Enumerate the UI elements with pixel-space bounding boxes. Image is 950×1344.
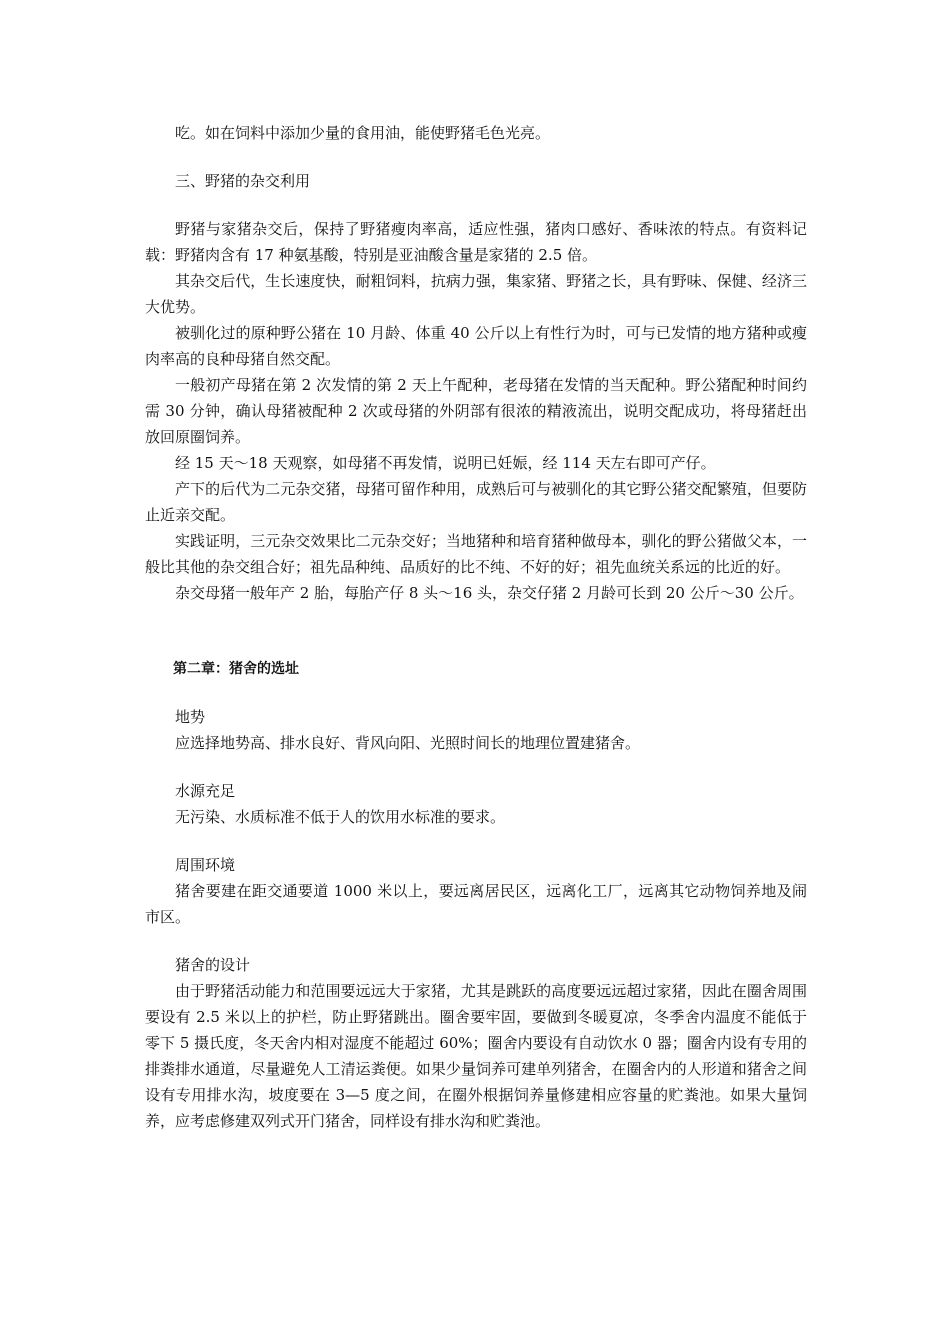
- spacer: [145, 606, 807, 656]
- section3-paragraph-5: 经 15 天～18 天观察，如母猪不再发情，说明已妊娠，经 114 天左右即可产仔。: [175, 454, 716, 472]
- spacer: [145, 194, 807, 216]
- surroundings-text: 猪舍要建在距交通要道 1000 米以上，要远离居民区，远离化工厂，远离其它动物饲养地及闹市区。: [145, 882, 807, 926]
- terrain-text: 应选择地势高、排水良好、背风向阳、光照时间长的地理位置建猪舍。: [175, 734, 641, 752]
- section3-paragraph-2: 其杂交后代，生长速度快，耐粗饲料，抗病力强，集家猪、野猪之长，具有野味、保健、经济三大优势。: [145, 272, 807, 316]
- surroundings-heading: 周围环境: [175, 856, 236, 874]
- spacer: [145, 146, 807, 168]
- document-page: [145, 120, 807, 1134]
- spacer: [145, 830, 807, 852]
- section3-paragraph-3: 被驯化过的原种野公猪在 10 月龄、体重 40 公斤以上有性行为时，可与已发情的地方猪种或瘦肉率高的良种母猪自然交配。: [145, 324, 807, 368]
- design-text: 由于野猪活动能力和范围要远远大于家猪，尤其是跳跃的高度要远远超过家猪，因此在圈舍周围要设有 2.5 米以上的护栏，防止野猪跳出。圈舍要牢固，要做到冬暖夏凉，冬季舍内温度不能低于零下 5 摄氏度，冬天舍内相对湿度不能超过 60%；圈舍内要设有自动饮水 0 器；圈舍内设有专用的排粪排水通道，尽量避免人工清运粪便。如果少量饲养可建单列猪舍，在圈舍内的人形道和猪舍之间设有专用排水沟，坡度要在 3—5 度之间，在圈外根据饲养量修建相应容量的贮粪池。如果大量饲养，应考虑修建双列式开门猪舍，同样设有排水沟和贮粪池。: [145, 982, 807, 1130]
- section3-paragraph-4: 一般初产母猪在第 2 次发情的第 2 天上午配种，老母猪在发情的当天配种。野公猪配种时间约需 30 分钟，确认母猪被配种 2 次或母猪的外阴部有很浓的精液流出，说明交配成功，将母猪赶出放回原圈饲养。: [145, 376, 807, 446]
- section3-heading: 三、野猪的杂交利用: [175, 172, 311, 190]
- spacer: [145, 682, 807, 704]
- section3-paragraph-7: 实践证明，三元杂交效果比二元杂交好；当地猪种和培育猪种做母本，驯化的野公猪做父本，一般比其他的杂交组合好；祖先品种纯、品质好的比不纯、不好的好；祖先血统关系远的比近的好。: [145, 532, 807, 576]
- design-heading: 猪舍的设计: [175, 956, 251, 974]
- section3-paragraph-8: 杂交母猪一般年产 2 胎，每胎产仔 8 头～16 头，杂交仔猪 2 月龄可长到 20 公斤～30 公斤。: [175, 584, 804, 602]
- chapter2-title: 第二章：猪舍的选址: [173, 661, 299, 677]
- terrain-heading: 地势: [175, 708, 206, 726]
- section3-paragraph-1: 野猪与家猪杂交后，保持了野猪瘦肉率高，适应性强，猪肉口感好、香味浓的特点。有资料记载：野猪肉含有 17 种氨基酸，特别是亚油酸含量是家猪的 2.5 倍。: [145, 220, 807, 264]
- section3-paragraph-6: 产下的后代为二元杂交猪，母猪可留作种用，成熟后可与被驯化的其它野公猪交配繁殖，但要防止近亲交配。: [145, 480, 807, 524]
- water-text: 无污染、水质标准不低于人的饮用水标准的要求。: [175, 808, 506, 826]
- intro-tail-paragraph: 吃。如在饲料中添加少量的食用油，能使野猪毛色光亮。: [175, 124, 551, 142]
- spacer: [145, 930, 807, 952]
- water-heading: 水源充足: [175, 782, 236, 800]
- spacer: [145, 756, 807, 778]
